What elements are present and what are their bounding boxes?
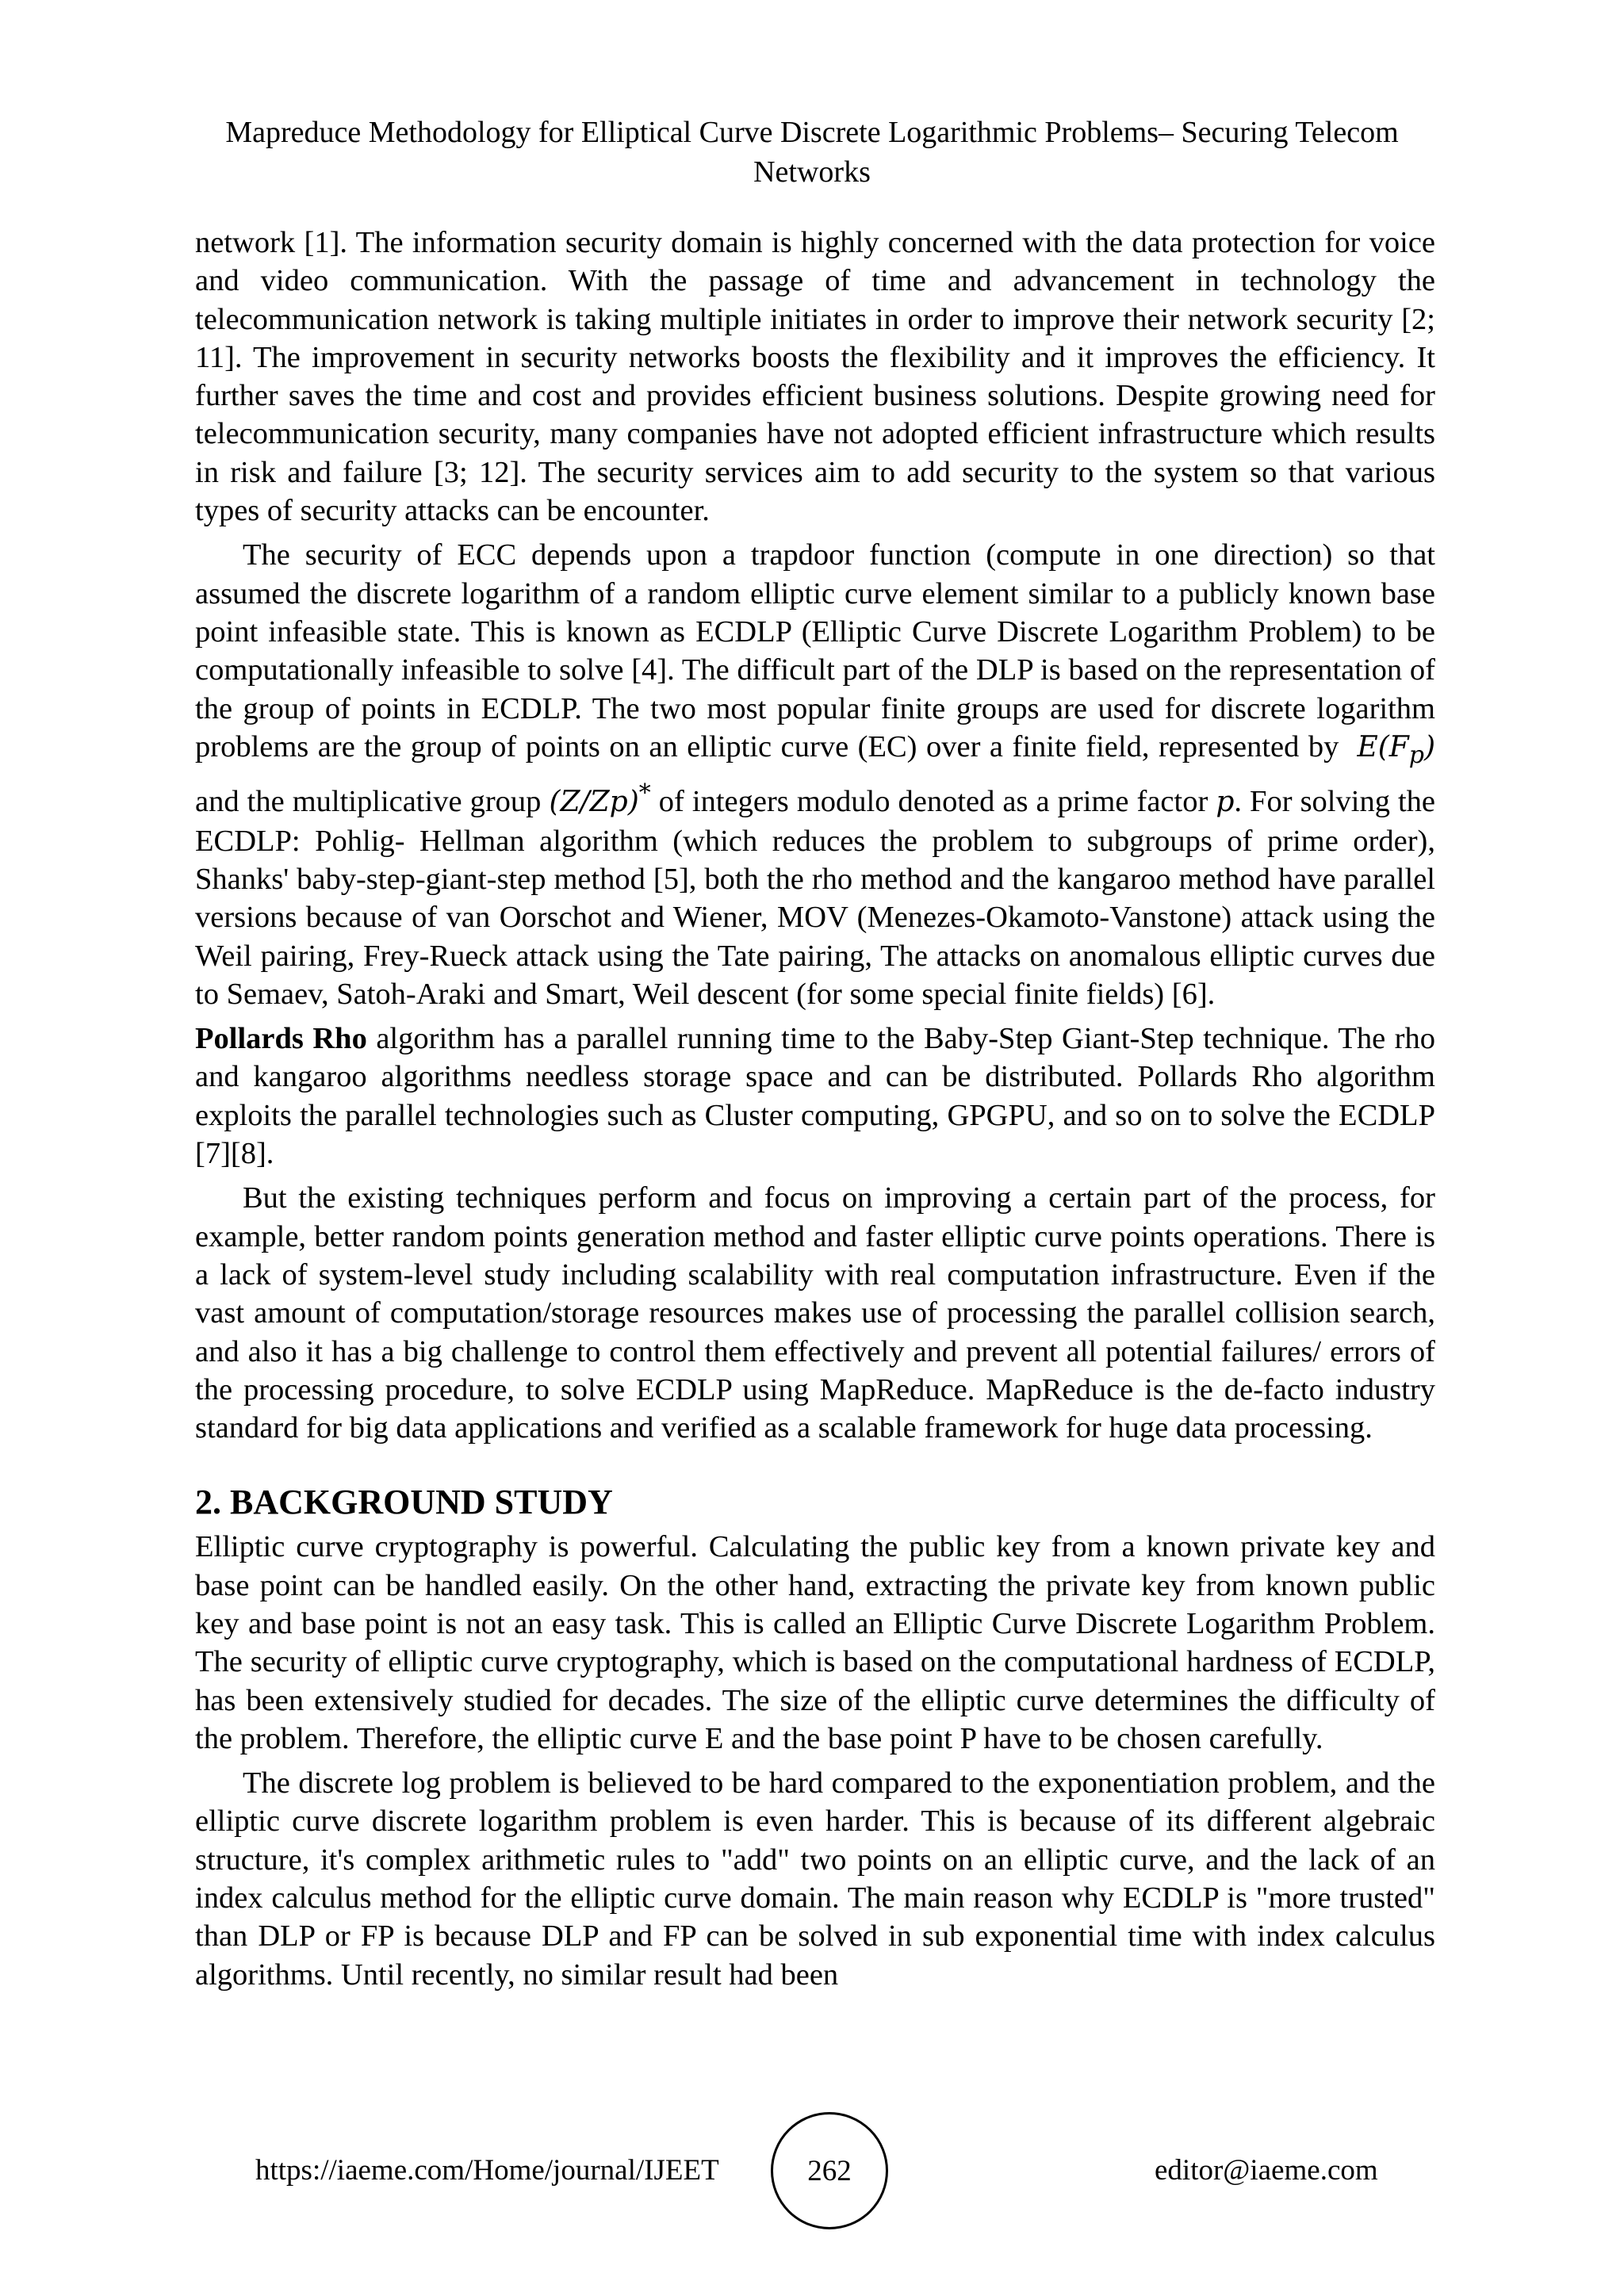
paragraph-2-text-a: The security of ECC depends upon a trapdoor function (compute in one direction) so that assumed the discrete logarithm of a random elliptic curve element similar to a publicly known base point infeasible state. This is known as ECDLP (Elliptic Curve Discrete Logarithm Problem) to be computationally infeasible to solve [4]. The difficult part of the DLP is based on the representation of the group of points in ECDLP. The two most popular finite groups are used for discrete logarithm problems are the group of points on an elliptic curve (EC) over a finite field, represented by xyxy=(195,538,1435,763)
article-body xyxy=(195,224,1435,2000)
running-header-line-1: Mapreduce Methodology for Elliptical Curve Discrete Logarithmic Problems– Securing Telecom xyxy=(225,116,1399,149)
page-number: 262 xyxy=(807,2154,852,2187)
running-header-line-2: Networks xyxy=(753,155,871,189)
paragraph-2-text-c: of integers modulo denoted as a prime factor xyxy=(658,785,1208,819)
paragraph-2-text-d: . For solving the ECDLP: Pohlig- Hellman algorithm (which reduces the problem to subgroups of prime order), Shanks' baby-step-giant-step method [5], both the rho method and the kangaroo method have parallel versions because of van Oorschot and Wiener, MOV (Menezes-Okamoto-Vanstone) attack using the Weil pairing, Frey-Rueck attack using the Tate pairing, The attacks on anomalous elliptic curves due to Semaev, Satoh-Araki and Smart, Weil descent (for some special finite fields) [6]. xyxy=(195,785,1436,1011)
pollards-rho-term: Pollards Rho xyxy=(195,1022,367,1056)
page-number-circle xyxy=(771,2112,888,2229)
math-z-zp: (Z/Zp)* xyxy=(549,779,651,819)
paragraph-3-text: algorithm has a parallel running time to the Baby-Step Giant-Step technique. The rho and kangaroo algorithms needless storage space and can be distributed. Pollards Rho algorithm exploits the parallel technologies such as Cluster computing, GPGPU, and so on to solve the ECDLP [7][8]. xyxy=(195,1022,1436,1171)
paragraph-2-text-b: and the multiplicative group xyxy=(195,785,542,819)
section-heading-background-study: 2. BACKGROUND STUDY xyxy=(195,1483,613,1522)
footer-journal-link[interactable]: https://iaeme.com/Home/journal/IJEET xyxy=(255,2154,719,2187)
paragraph-3 xyxy=(195,1020,1435,1173)
paragraph-6: The discrete log problem is believed to be hard compared to the exponentiation problem, and the elliptic curve discrete logarithm problem is even harder. This is because of its different algebraic structure, it's complex arithmetic rules to "add" two points on an elliptic curve, and the lack of an index calculus method for the elliptic curve domain. The main reason why ECDLP is "more trusted" than DLP or FP is because DLP and FP can be solved in sub exponential time with index calculus algorithms. Until recently, no similar result had been xyxy=(195,1766,1435,1992)
paragraph-1: network [1]. The information security domain is highly concerned with the data protection for voice and video communication. With the passage of time and advancement in technology the telecommunication network is taking multiple initiates in order to improve their network security [2; 11]. The improvement in security networks boosts the flexibility and it improves the efficiency. It further saves the time and cost and provides efficient business solutions. Despite growing need for telecommunication security, many companies have not adopted efficient infrastructure which results in risk and failure [3; 12]. The security services aim to add security to the system so that various types of security attacks can be encounter. xyxy=(195,226,1435,528)
paragraph-4: But the existing techniques perform and focus on improving a certain part of the process, for example, better random points generation method and faster elliptic curve points operations. There is a lack of system-level study including scalability with real computation infrastructure. Even if the vast amount of computation/storage resources makes use of processing the parallel collision search, and also it has a big challenge to control them effectively and prevent all potential failures/ errors of the processing procedure, to solve ECDLP using MapReduce. MapReduce is the de-facto industry standard for big data applications and verified as a scalable framework for huge data processing. xyxy=(195,1181,1435,1445)
math-e-fp: $E(F_p)$ xyxy=(1357,730,1436,770)
paragraph-2 xyxy=(195,536,1435,1013)
footer-email-link[interactable]: editor@iaeme.com xyxy=(1155,2154,1378,2187)
math-p: p xyxy=(1216,786,1235,819)
paragraph-5: Elliptic curve cryptography is powerful. Calculating the public key from a known private key and base point can be handled easily. On the other hand, extracting the private key from known public key and base point is not an easy task. This is called an Elliptic Curve Discrete Logarithm Problem. The security of elliptic curve cryptography, which is based on the computational hardness of ECDLP, has been extensively studied for decades. The size of the elliptic curve determines the difficulty of the problem. Therefore, the elliptic curve E and the base point P have to be chosen carefully. xyxy=(195,1530,1435,1755)
